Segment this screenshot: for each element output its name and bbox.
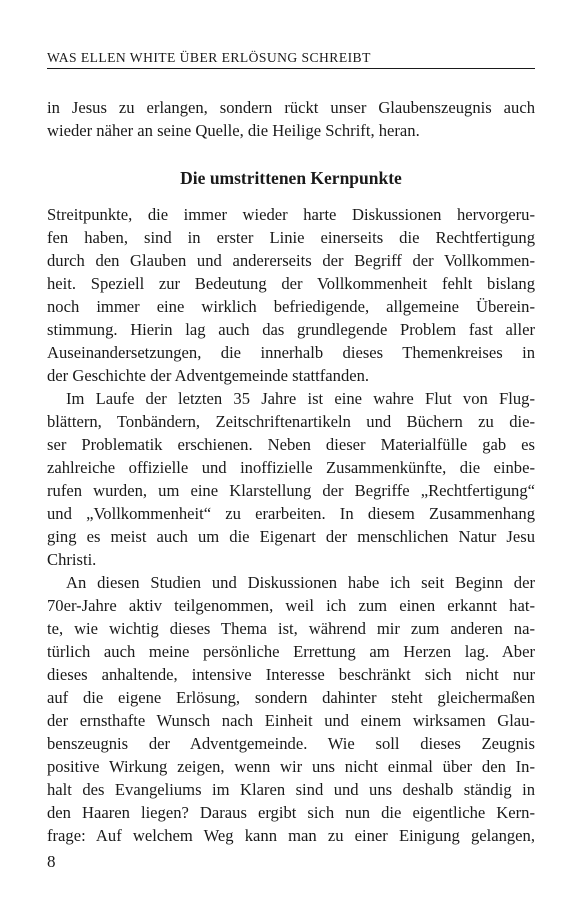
body-line: und „Vollkommenheit“ zu erarbeiten. In diesem Zusammenhang <box>47 504 535 523</box>
running-head-title: WAS ELLEN WHITE ÜBER ERLÖSUNG SCHREIBT <box>47 50 371 65</box>
body-line: der ernsthafte Wunsch nach Einheit und einem wirksamen Glau- <box>47 711 535 730</box>
body-line: der Geschichte der Adventgemeinde stattfanden. <box>47 366 370 385</box>
body-line: den Haaren liegen? Daraus ergibt sich nun die eigentliche Kern- <box>47 803 535 822</box>
body-line: Streitpunkte, die immer wieder harte Diskussionen hervorgeru- <box>47 205 535 224</box>
body-line: wieder näher an seine Quelle, die Heilige Schrift, heran. <box>47 121 420 140</box>
body-line: heit. Speziell zur Bedeutung der Vollkommenheit fehlt bislang <box>47 274 535 293</box>
body-line: 70er-Jahre aktiv teilgenommen, weil ich zum einen erkannt hat- <box>47 596 535 615</box>
body-line: rufen wurden, um eine Klarstellung der Begriffe „Rechtfertigung“ <box>47 481 535 500</box>
body-line: Auseinandersetzungen, die innerhalb dieses Themenkreises in <box>47 343 535 362</box>
body-line: halt des Evangeliums im Klaren sind und uns deshalb ständig in <box>47 780 535 799</box>
body-line: noch immer eine wirklich befriedigende, allgemeine Überein- <box>47 297 535 316</box>
body-line: stimmung. Hierin lag auch das grundlegende Problem fast aller <box>47 320 535 339</box>
body-line: zahlreiche offizielle und inoffizielle Zusammenkünfte, die einbe- <box>47 458 535 477</box>
body-line: benszeugnis der Adventgemeinde. Wie soll dieses Zeugnis <box>47 734 535 753</box>
body-line: ging es meist auch um die Eigenart der menschlichen Natur Jesu <box>47 527 535 546</box>
body-line: An diesen Studien und Diskussionen habe ich seit Beginn der <box>66 573 535 592</box>
body-line: fen haben, sind in erster Linie einerseits die Rechtfertigung <box>47 228 535 247</box>
page-number: 8 <box>47 852 56 871</box>
running-head <box>47 46 535 69</box>
body-line: frage: Auf welchem Weg kann man zu einer Einigung gelangen, <box>47 826 535 845</box>
body-line: Christi. <box>47 550 97 569</box>
body-line: auf die eigene Erlösung, sondern dahinter steht gleichermaßen <box>47 688 535 707</box>
body-line: positive Wirkung zeigen, wenn wir uns nicht einmal über den In- <box>47 757 535 776</box>
section-heading: Die umstrittenen Kernpunkte <box>180 168 402 188</box>
body-line: Im Laufe der letzten 35 Jahre ist eine wahre Flut von Flug- <box>66 389 535 408</box>
body-line: blättern, Tonbändern, Zeitschriftenartikeln und Büchern zu die- <box>47 412 535 431</box>
body-line: te, wie wichtig dieses Thema ist, während mir zum anderen na- <box>47 619 535 638</box>
body-line: türlich auch meine persönliche Errettung am Herzen lag. Aber <box>47 642 535 661</box>
body-line: in Jesus zu erlangen, sondern rückt unser Glaubenszeugnis auch <box>47 98 535 117</box>
body-line: ser Problematik erschienen. Neben dieser Materialfülle gab es <box>47 435 535 454</box>
body-line: durch den Glauben und andererseits der Begriff der Vollkommen- <box>47 251 535 270</box>
body-line: dieses anhaltende, intensive Interesse beschränkt sich nicht nur <box>47 665 535 684</box>
